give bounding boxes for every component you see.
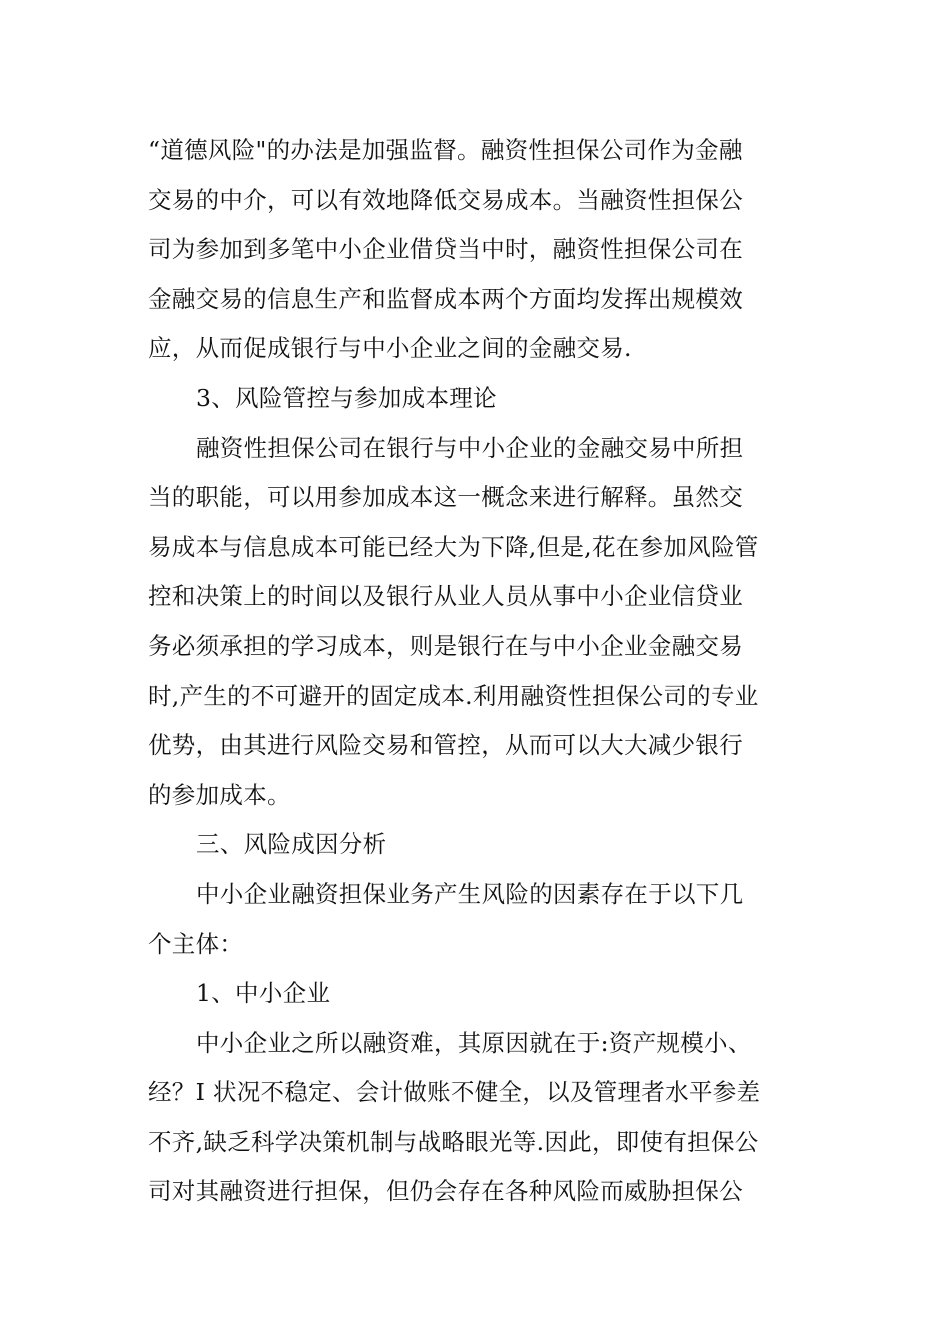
- text-line: 不齐,缺乏科学决策机制与战略眼光等.因此，即使有担保公: [148, 1127, 759, 1156]
- text-line: 当的职能，可以用参加成本这一概念来进行解释。虽然交: [148, 483, 743, 512]
- text-line: 务必须承担的学习成本，则是银行在与中小企业金融交易: [148, 631, 743, 660]
- text-line: 易成本与信息成本可能已经大为下降,但是,花在参加风险管: [148, 532, 759, 561]
- text-line: 融资性担保公司在银行与中小企业的金融交易中所担: [196, 433, 744, 462]
- section-heading: 3、风险管控与参加成本理论: [196, 383, 497, 412]
- text-line: 中小企业之所以融资难，其原因就在于:资产规模小、: [196, 1028, 752, 1057]
- text-line: 应，从而促成银行与中小企业之间的金融交易.: [148, 334, 632, 363]
- text-line: 司为参加到多笔中小企业借贷当中时，融资性担保公司在: [148, 235, 743, 264]
- text-line: 控和决策上的时间以及银行从业人员从事中小企业信贷业: [148, 582, 743, 611]
- text-line: 的参加成本。: [148, 780, 291, 809]
- text-line: 金融交易的信息生产和监督成本两个方面均发挥出规模效: [148, 284, 743, 313]
- section-heading: 三、风险成因分析: [196, 830, 387, 859]
- text-line: 优势，由其进行风险交易和管控，从而可以大大减少银行: [148, 731, 743, 760]
- text-line: 个主体：: [148, 929, 244, 958]
- text-line: 司对其融资进行担保，但仍会存在各种风险而威胁担保公: [148, 1177, 743, 1206]
- text-line: 时,产生的不可避开的固定成本.利用融资性担保公司的专业: [148, 681, 759, 710]
- section-heading: 1、中小企业: [196, 979, 331, 1008]
- text-line: 经？I 状况不稳定、会计做账不健全，以及管理者水平参差: [148, 1078, 761, 1107]
- text-line: 中小企业融资担保业务产生风险的因素存在于以下几: [196, 879, 744, 908]
- body-text: [148, 126, 808, 1217]
- text-line: 交易的中介，可以有效地降低交易成本。当融资性担保公: [148, 185, 743, 214]
- text-line: “道德风险"的办法是加强监督。融资性担保公司作为金融: [148, 136, 743, 164]
